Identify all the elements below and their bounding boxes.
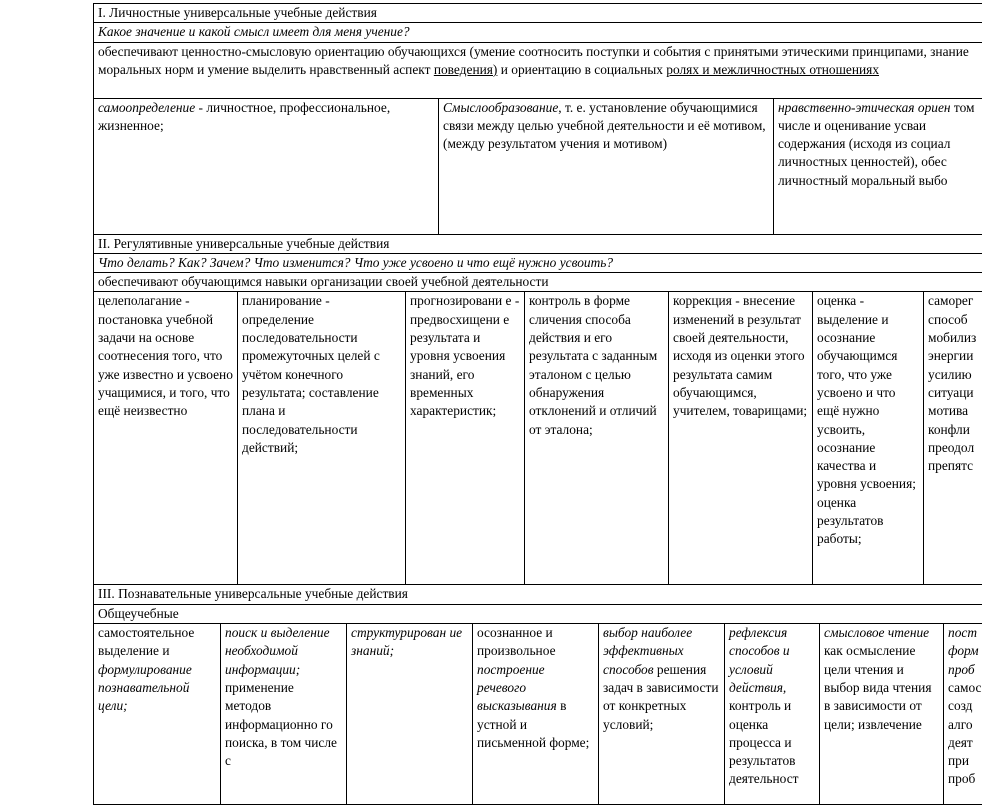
cognitive-item-3: осознанное и произвольное построение речевого высказывания в устной и письменной форме; [473,624,599,805]
section-personal-question: Какое значение и какой смысл имеет для меня учение? [94,23,982,42]
cognitive-item-1: поиск и выделение необходимой информации; применение методов информационно го поиска, в том числе с [221,624,347,805]
personal-item-self-determination: самоопределение - личностное, профессиональное, жизненное; [94,98,439,234]
section-cognitive-title: III. Познавательные универсальные учебные действия [94,585,982,604]
cognitive-item-2: структурирован ие знаний; [347,624,473,805]
cognitive-item-6: смысловое чтение как осмысление цели чтения и выбор вида чтения в зависимости от цели; извлечение [820,624,944,805]
document [93,3,982,805]
cognitive-item-7: пост форм проб самос созд алго деят при проб [944,624,982,805]
regulatory-item-control: контроль в форме сличения способа действия и его результата с заданным эталоном с целью обнаружения отклонений и отличий от эталона; [525,292,669,585]
cognitive-item-4: выбор наиболее эффективных способов решения задач в зависимости от конкретных условий; [599,624,725,805]
regulatory-item-correction: коррекция - внесение изменений в результат своей деятельности, исходя из оценки этого результата самим обучающимся, учителем, товарищами; [669,292,813,585]
regulatory-item-forecasting: прогнозировани е - предвосхищени е результата и уровня усвоения знаний, его временных характеристик; [406,292,525,585]
section-personal-table [93,3,982,235]
section-cognitive-subtitle: Общеучебные [94,604,982,623]
regulatory-item-evaluation: оценка - выделение и осознание обучающимся того, что уже усвоено и что ещё нужно усвоить, осознание качества и уровня усвоения; оценка результатов работы; [813,292,924,585]
section-regulatory-purpose: обеспечивают обучающимся навыки организации своей учебной деятельности [94,273,982,292]
cognitive-item-0: самостоятельное выделение и формулирование познавательной цели; [94,624,221,805]
section-personal-purpose: обеспечивают ценностно-смысловую ориентацию обучающихся (умение соотносить поступки и события с принятыми этическими принципами, знание моральных норм и умение выделить нравственный аспект поведения) и ориентацию в социальных ролях и межличностных отношениях [94,42,982,98]
personal-item-meaning: Смыслообразование, т. е. установление обучающимися связи между целью учебной деятельности и её мотивом, (между результатом учения и мотивом) [439,98,774,234]
regulatory-item-planning: планирование - определение последовательности промежуточных целей с учётом конечного результата; составление плана и последовательности действий; [238,292,406,585]
section-regulatory-table [93,235,982,586]
regulatory-item-self-regulation: саморег способ мобилиз энергии усилию ситуаци мотива конфли преодол препятс [924,292,982,585]
section-regulatory-title: II. Регулятивные универсальные учебные действия [94,235,982,254]
regulatory-item-goal-setting: целеполагание - постановка учебной задачи на основе соотнесения того, что уже известно и усвоено учащимися, и того, что ещё неизвестно [94,292,238,585]
cognitive-item-5: рефлексия способов и условий действия, контроль и оценка процесса и результатов деятельност [725,624,820,805]
section-cognitive-table [93,585,982,805]
personal-item-moral: нравственно-этическая ориен том числе и оценивание усваи содержания (исходя из социал личностных ценностей), обес личностный моральный выбо [774,98,982,234]
section-regulatory-question: Что делать? Как? Зачем? Что изменится? Что уже усвоено и что ещё нужно усвоить? [94,253,982,272]
section-personal-title: I. Личностные универсальные учебные действия [94,4,982,23]
